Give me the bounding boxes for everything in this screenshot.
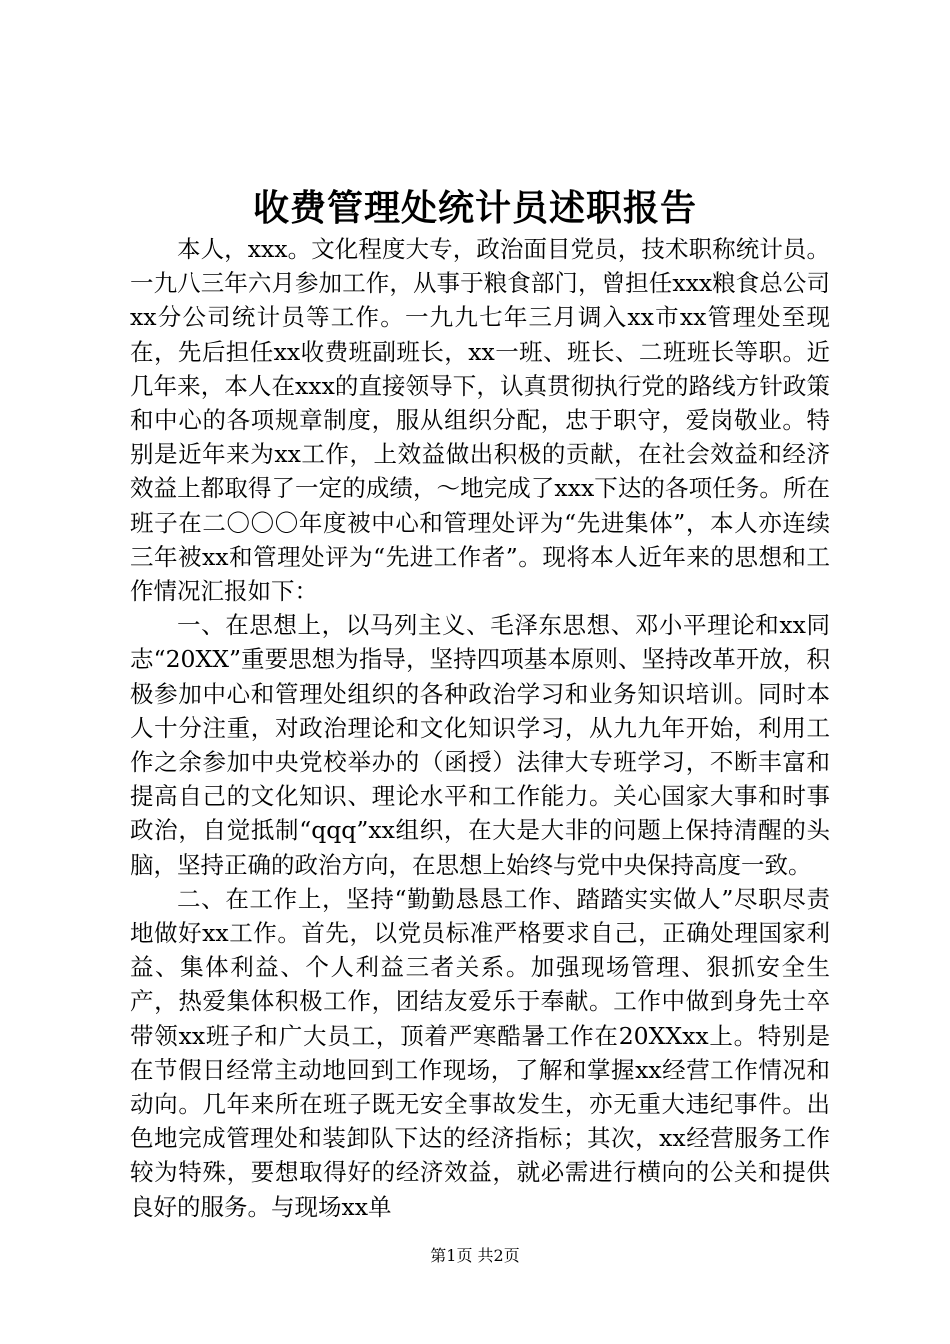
paragraph-intro: 本人，xxx。文化程度大专，政治面目党员，技术职称统计员。一九八三年六月参加工作，从事于粮食部门，曾担任xxx粮食总公司xx分公司统计员等工作。一九九七年三月调入xx市xx管理处至现在，先后担任xx收费班副班长，xx一班、班长、二班班长等职。近几年来，本人在xxx的直接领导下，认真贯彻执行党的路线方针政策和中心的各项规章制度，服从组织分配，忠于职守，爱岗敬业。特别是近年来为xx工作，上效益做出积极的贡献，在社会效益和经济效益上都取得了一定的成绩，～地完成了xxx下达的各项任务。所在班子在二〇〇〇年度被中心和管理处评为“先进集体”，本人亦连续三年被xx和管理处评为“先进工作者”。现将本人近年来的思想和工作情况汇报如下： <box>130 235 830 606</box>
paragraph-ideology: 一、在思想上，以马列主义、毛泽东思想、邓小平理论和xx同志“20XX”重要思想为指导，坚持四项基本原则、坚持改革开放，积极参加中心和管理处组织的各种政治学习和业务知识培训。同时本人十分注重，对政治理论和文化知识学习，从九九年开始，利用工作之余参加中央党校举办的（函授）法律大专班学习，不断丰富和提高自己的文化知识、理论水平和工作能力。关心国家大事和时事政治，自觉抵制“qqq”xx组织，在大是大非的问题上保持清醒的头脑，坚持正确的政治方向，在思想上始终与党中央保持高度一致。 <box>130 611 830 879</box>
paragraph-work: 二、在工作上，坚持“勤勤恳恳工作、踏踏实实做人”尽职尽责地做好xx工作。首先，以党员标准严格要求自己，正确处理国家利益、集体利益、个人利益三者关系。加强现场管理、狠抓安全生产，热爱集体积极工作，团结友爱乐于奉献。工作中做到身先士卒带领xx班子和广大员工，顶着严寒酷暑工作在20XXxx上。特别是在节假日经常主动地回到工作现场，了解和掌握xx经营工作情况和动向。几年来所在班子既无安全事故发生，亦无重大违纪事件。出色地完成管理处和装卸队下达的经济指标；其次，xx经营服务工作较为特殊，要想取得好的经济效益，就必需进行横向的公关和提供良好的服务。与现场xx单 <box>130 884 830 1221</box>
document-title: 收费管理处统计员述职报告 <box>252 187 697 229</box>
document-body <box>130 232 830 1224</box>
page-footer: 第1页 共2页 <box>430 1246 520 1265</box>
